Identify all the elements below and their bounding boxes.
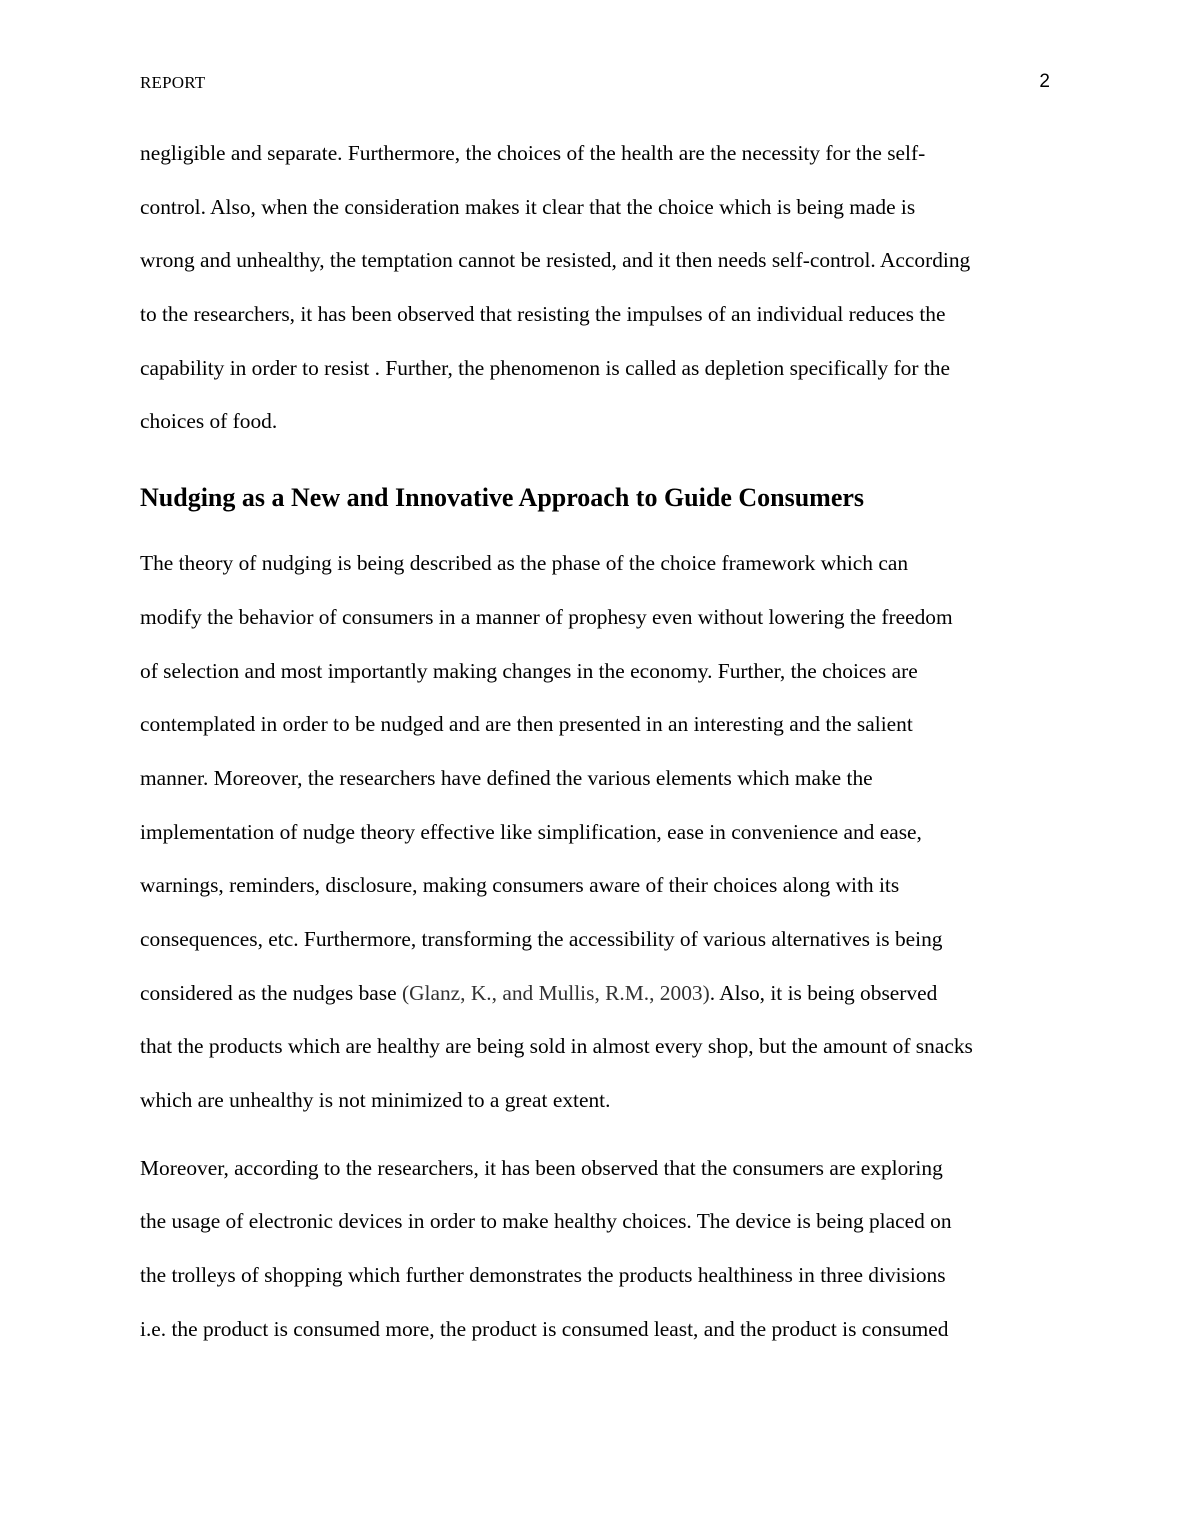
text-line-with-citation (140, 967, 1050, 1021)
text-line: negligible and separate. Furthermore, the choices of the health are the necessity for the self- (140, 141, 926, 165)
page-number: 2 (1039, 71, 1050, 92)
document-body (140, 127, 1050, 1356)
page-header (140, 73, 1050, 97)
paragraph-spacer (140, 1128, 1050, 1142)
paragraph (140, 537, 1050, 1128)
running-head: REPORT (140, 73, 206, 92)
text-line: i.e. the product is consumed more, the product is consumed least, and the product is consumed (140, 1316, 949, 1341)
text-line: which are unhealthy is not minimized to a great extent. (140, 1088, 611, 1112)
text-line: modify the behavior of consumers in a manner of prophesy even without lowering the freedom (140, 604, 953, 629)
citation: (Glanz, K., and Mullis, R.M., 2003) (401, 980, 710, 1005)
text-line: Moreover, according to the researchers, it has been observed that the consumers are exploring (140, 1155, 943, 1180)
section-heading: Nudging as a New and Innovative Approach to Guide Consumers (140, 483, 865, 513)
text-line: implementation of nudge theory effective like simplification, ease in convenience and ease, (140, 819, 922, 844)
text-segment: considered as the nudges base (140, 980, 402, 1005)
text-line: consequences, etc. Furthermore, transforming the accessibility of various alternatives is being (140, 926, 943, 951)
text-line: the usage of electronic devices in order to make healthy choices. The device is being placed on (140, 1209, 952, 1234)
paragraph (140, 1142, 1050, 1357)
text-line: manner. Moreover, the researchers have defined the various elements which make the (140, 765, 873, 790)
text-line: that the products which are healthy are being sold in almost every shop, but the amount of snacks (140, 1034, 973, 1059)
text-line: choices of food. (140, 409, 278, 434)
text-line: capability in order to resist . Further, the phenomenon is called as depletion specifically for the (140, 355, 950, 380)
text-line: control. Also, when the consideration makes it clear that the choice which is being made is (140, 194, 916, 219)
text-line: the trolleys of shopping which further demonstrates the products healthiness in three divisions (140, 1263, 946, 1288)
paragraph (140, 127, 1050, 449)
text-line: warnings, reminders, disclosure, making consumers aware of their choices along with its (140, 873, 900, 898)
text-line: of selection and most importantly making changes in the economy. Further, the choices are (140, 658, 918, 683)
text-segment: . Also, it is being observed (709, 980, 938, 1005)
text-line: The theory of nudging is being described as the phase of the choice framework which can (140, 551, 909, 576)
text-line: contemplated in order to be nudged and are then presented in an interesting and the salient (140, 712, 913, 737)
text-line: wrong and unhealthy, the temptation cannot be resisted, and it then needs self-control. According (140, 248, 971, 273)
text-line: to the researchers, it has been observed that resisting the impulses of an individual reduces the (140, 302, 946, 327)
